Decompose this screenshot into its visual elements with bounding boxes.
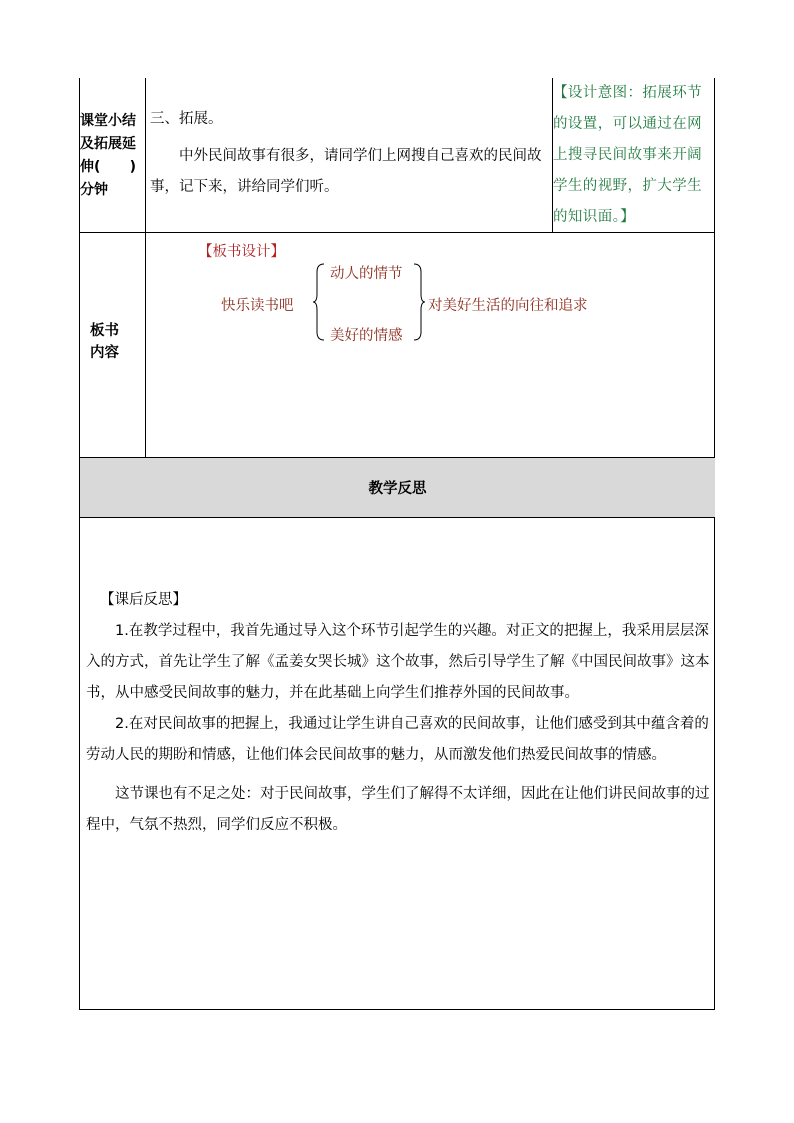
right-brace-icon — [413, 262, 425, 342]
left-brace-icon — [313, 262, 325, 342]
board-point-emotion: 美好的情感 — [330, 328, 403, 344]
design-intent-note: 【设计意图：拓展环节的设置，可以通过在网上搜寻民间故事来开阔学生的视野，扩大学生的知识面。】 — [553, 85, 702, 225]
reflection-content — [86, 585, 711, 841]
label-line: 及拓展延 — [80, 136, 136, 152]
reflection-heading: 【课后反思】 — [100, 592, 187, 608]
table-border-left — [79, 78, 80, 1010]
row-divider-3 — [79, 517, 715, 518]
reflection-paragraph: 2.在对民间故事的把握上，我通过让学生讲自己喜欢的民间故事，让他们感受到其中蕴含着的劳动人民的期盼和情感，让他们体会民间故事的魅力，从而激发他们热爱民间故事的情感。 — [86, 716, 709, 763]
reflection-header-title: 教学反思 — [368, 481, 427, 497]
board-design-title: 【板书设计】 — [198, 244, 285, 260]
board-topic: 快乐读书吧 — [221, 298, 294, 314]
extension-body: 中外民间故事有很多，请同学们上网搜自己喜欢的民间故事，记下来，讲给同学们听。 — [150, 148, 542, 195]
table-border-right — [714, 78, 715, 1010]
label-line: 伸( ) — [80, 159, 137, 175]
blackboard-content-label — [90, 320, 119, 364]
board-theme: 对美好生活的向往和追求 — [428, 298, 588, 314]
label-line: 板书 — [90, 323, 119, 339]
extension-heading: 三、拓展。 — [150, 111, 223, 127]
board-point-plot: 动人的情节 — [330, 266, 403, 282]
label-line: 课堂小结 — [80, 113, 136, 129]
label-line: 内容 — [90, 345, 119, 361]
reflection-paragraph: 1.在教学过程中，我首先通过导入这个环节引起学生的兴趣。对正文的把握上，我采用层层深入的方式，首先让学生了解《孟姜女哭长城》这个故事，然后引导学生了解《中国民间故事》这本书，从中感受民间故事的魅力，并在此基础上向学生们推荐外国的民间故事。 — [86, 623, 710, 701]
reflection-paragraph: 这节课也有不足之处：对于民间故事，学生们了解得不太详细，因此在让他们讲民间故事的过程中，气氛不热烈，同学们反应不积极。 — [86, 786, 710, 833]
extension-content — [150, 105, 550, 203]
summary-extension-label — [80, 110, 146, 202]
label-line: 分钟 — [80, 182, 108, 198]
table-border-bottom — [79, 1009, 715, 1010]
